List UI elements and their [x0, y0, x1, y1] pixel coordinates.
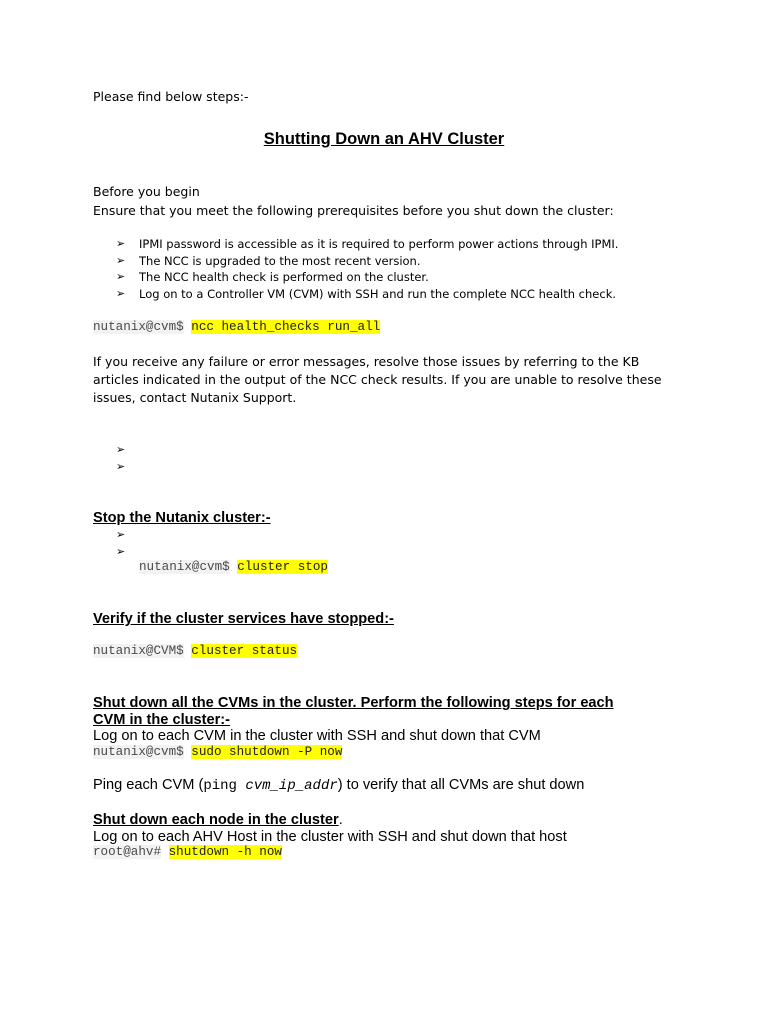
cluster-stop-command-line	[139, 560, 328, 574]
shutdown-cvm-heading-cont: CVM in the cluster:-	[93, 712, 231, 728]
ping-argument: cvm_ip_addr	[245, 778, 338, 794]
cluster-status-command-line	[93, 644, 297, 658]
highlighted-command: cluster status	[191, 644, 298, 658]
ping-text	[93, 777, 584, 794]
highlighted-command: sudo shutdown -P now	[191, 745, 343, 759]
stop-cluster-heading: Stop the Nutanix cluster:-	[93, 510, 271, 526]
shutdown-cvm-heading: Shut down all the CVMs in the cluster. Perform the following steps for each	[93, 695, 614, 711]
prereq-intro-text: Ensure that you meet the following prerequisites before you shut down the cluster:	[93, 203, 614, 218]
list-item: The NCC is upgraded to the most recent version.	[139, 254, 421, 268]
ncc-command-line	[93, 320, 380, 334]
list-item: Log on to a Controller VM (CVM) with SSH and run the complete NCC health check.	[139, 287, 617, 301]
shell-prompt: nutanix@cvm$	[93, 745, 184, 759]
heading-period: .	[338, 812, 343, 828]
arrow-bullet-icon: ➢	[116, 287, 126, 300]
highlighted-command: ncc health_checks run_all	[191, 320, 381, 334]
highlighted-command: shutdown -h now	[168, 845, 282, 859]
shutdown-node-heading: Shut down each node in the cluster	[93, 812, 339, 828]
list-item: IPMI password is accessible as it is required to perform power actions through IPMI.	[139, 237, 619, 251]
arrow-bullet-icon: ➢	[116, 443, 126, 456]
before-begin-text: Before you begin	[93, 184, 200, 199]
intro-text: Please find below steps:-	[93, 89, 249, 104]
arrow-bullet-icon: ➢	[116, 270, 126, 283]
shell-prompt: root@ahv#	[93, 845, 162, 859]
node-heading-line	[93, 812, 343, 828]
highlighted-command: cluster stop	[237, 560, 328, 574]
list-item: The NCC health check is performed on the cluster.	[139, 270, 429, 284]
shell-prompt: nutanix@cvm$	[139, 560, 230, 574]
shutdown-cvm-command-line	[93, 745, 342, 759]
shutdown-node-text: Log on to each AHV Host in the cluster with SSH and shut down that host	[93, 829, 567, 845]
failure-para-line: issues, contact Nutanix Support.	[93, 390, 297, 405]
arrow-bullet-icon: ➢	[116, 460, 126, 473]
ping-command: ping	[203, 778, 246, 794]
failure-para-line: articles indicated in the output of the NCC check results. If you are unable to resolve these	[93, 372, 662, 387]
page-title: Shutting Down an AHV Cluster	[263, 130, 505, 148]
verify-heading: Verify if the cluster services have stopped:-	[93, 611, 394, 627]
arrow-bullet-icon: ➢	[116, 237, 126, 250]
ping-text-before: Ping each CVM (	[93, 777, 204, 793]
shell-prompt: nutanix@CVM$	[93, 644, 184, 658]
shell-prompt: nutanix@cvm$	[93, 320, 184, 334]
shutdown-node-command-line	[93, 845, 282, 859]
arrow-bullet-icon: ➢	[116, 528, 126, 541]
shutdown-cvm-text: Log on to each CVM in the cluster with SSH and shut down that CVM	[93, 728, 541, 744]
arrow-bullet-icon: ➢	[116, 254, 126, 267]
arrow-bullet-icon: ➢	[116, 545, 126, 558]
failure-para-line: If you receive any failure or error messages, resolve those issues by referring to the KB	[93, 354, 640, 369]
ping-text-after: ) to verify that all CVMs are shut down	[337, 777, 585, 793]
